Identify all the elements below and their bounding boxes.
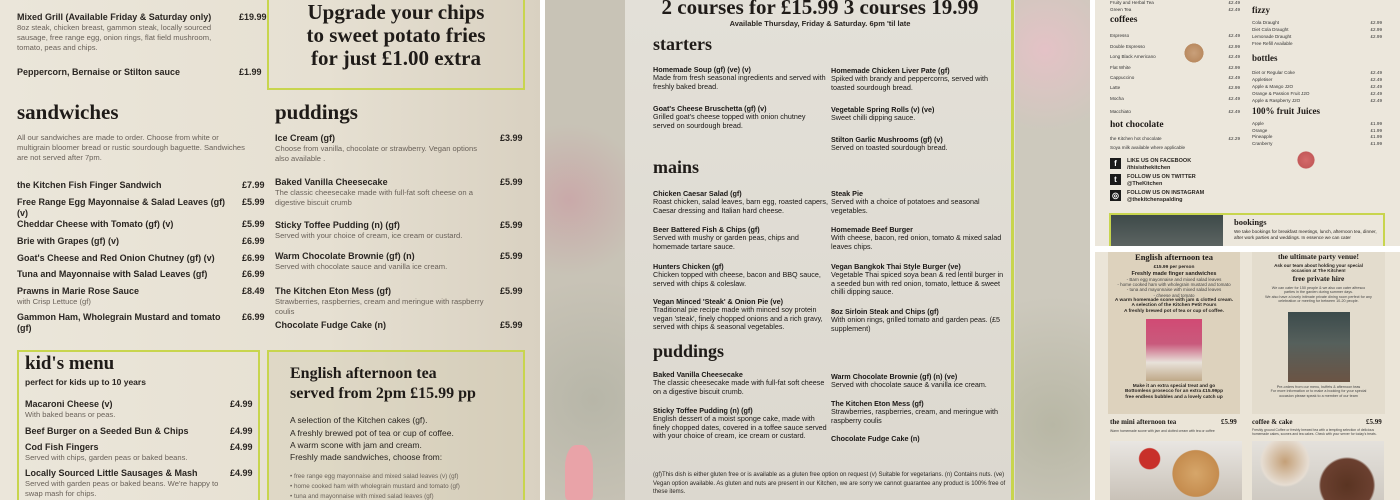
drink-name: Cranberry [1252,141,1273,146]
drink-price: £2.99 [1370,27,1382,32]
drink-name: Free Refill Available [1252,41,1293,46]
drink-price: £2.49 [1228,54,1240,59]
item-name: Tuna and Mayonnaise with Salad Leaves (gf) [17,269,208,279]
item-description: Served on toasted sourdough bread. [831,143,948,152]
item-name: Homemade Beef Burger [831,225,913,234]
drink-price: £1.99 [1370,141,1382,146]
card-small: We can cater for 150 people & we also can cater alfresco [1271,285,1366,290]
menu-item [25,468,255,500]
item-price: £1.99 [239,67,262,77]
drink-name: Lemonade Draught [1252,34,1292,39]
item-description: Served with a choice of potatoes and seasonal vegetables. [831,197,980,215]
puddings-heading: puddings [653,341,725,361]
drinks-menu-panel [1095,0,1400,246]
drink-item [1252,141,1382,146]
mini-tea-desc: Warm homemade scone with jam and clotted cream with tea or coffee [1110,429,1215,433]
drink-item [1110,96,1240,101]
drink-item [1252,27,1382,32]
item-description: Chicken topped with cheese, bacon and BBQ sauce, served with chips & coleslaw. [653,270,821,288]
drink-item [1252,20,1382,25]
hot-chocolate-heading: hot chocolate [1110,120,1164,130]
menu-item [17,253,267,269]
drink-price: £2.49 [1228,96,1240,101]
item-description: Served with mushy or garden peas, chips and homemade tartare sauce. [653,233,799,251]
drink-name: Apple [1252,121,1264,126]
drink-name: the Kitchen hot chocolate [1110,136,1162,141]
menu-item [17,312,267,334]
drink-price: £1.99 [1370,134,1382,139]
drink-item [1252,41,1382,46]
menu-list [831,372,1009,446]
menu-item [17,269,267,286]
item-description: Served with chips, garden peas or baked beans. [25,453,188,462]
floral-border-right [1015,0,1090,500]
drink-item [1110,54,1240,59]
item-price: £5.99 [242,197,265,207]
item-description: Served with chocolate sauce & vanilla ice cream. [831,380,987,389]
card-small: - home cooked ham with wholegrain mustard and tomato [1117,282,1231,288]
text-line: • tuna and mayonnaise with mixed salad leaves (gf) [290,493,434,500]
starters-heading: starters [653,34,712,54]
menu-item [653,225,828,262]
item-price: £3.99 [500,133,523,143]
menu-item [25,399,255,426]
drink-item [1252,91,1382,96]
item-name: Hunters Chicken (gf) [653,262,724,271]
card-line: Ask our team about holding your special [1274,263,1363,268]
item-description: Roast chicken, salad leaves, barn egg, roasted capers, Caesar dressing and Italian hard cheese. [653,197,828,215]
item-description: Served with chocolate sauce and vanilla ice cream. [275,262,448,271]
item-price: £6.99 [242,236,265,246]
item-name: Free Range Egg Mayonnaise & Salad Leaves (gf) (v) [17,197,226,218]
mini-tea-price: £5.99 [1221,418,1237,426]
item-description: The classic cheesecake made with full-fat soft cheese on a digestive biscuit crumb [275,188,473,207]
title-line: served from 2pm £15.99 pp [290,385,476,402]
coffee-cake-price: £5.99 [1366,418,1382,426]
drink-price: £2.99 [1370,34,1382,39]
mini-tea-title: the mini afternoon tea [1110,418,1177,426]
menu-item [831,262,1006,307]
item-name: Chicken Caesar Salad (gf) [653,189,742,198]
card-footer: Pre-orders from our menu, buffets & afternoon teas [1276,384,1361,389]
item-description: Grilled goat's cheese topped with onion chutney served on sourdough bread. [653,112,806,130]
text-line: A warm scone with jam and cream. [290,440,422,450]
drink-item [1252,34,1382,39]
social-title: FOLLOW US ON TWITTER [1127,174,1196,180]
drink-item [1252,84,1382,89]
card-small: - Barn egg mayonnaise and mixed salad leaves [1126,277,1222,282]
menu-list [25,399,255,500]
item-name: Cod Fish Fingers [25,442,99,452]
menu-item [653,262,828,297]
menu-item [17,12,267,67]
availability-text: Available Thursday, Friday & Saturday. 6pm 'til late [729,19,911,28]
drink-name: Macchiato [1110,109,1131,114]
drink-price: £2.99 [1228,85,1240,90]
card-footer: occasion please speak to a member of our team [1279,393,1358,398]
drink-name: Pineapple [1252,134,1273,139]
drink-name: Flat White [1110,65,1131,70]
drink-item [1110,75,1240,80]
item-name: Baked Vanilla Cheesecake [275,177,388,187]
item-price: £4.99 [230,442,253,452]
item-name: 8oz Sirloin Steak and Chips (gf) [831,307,939,316]
card-footer: For more information or to make a booking for your special [1270,389,1367,394]
card-small: parties in the garden during summer days. [1283,290,1354,295]
item-name: The Kitchen Eton Mess (gf) [275,286,392,296]
social-link[interactable] [1110,174,1196,187]
card-line: occasion at The Kitchen! [1291,268,1346,274]
sandwiches-heading: sandwiches [17,100,119,124]
drink-item [1110,0,1240,5]
coffee-cake-photo [1252,441,1384,500]
instagram-icon: ◎ [1110,190,1121,201]
kids-menu-heading: kid's menu [25,353,115,374]
coffee-cake-title: coffee & cake [1252,418,1293,426]
menu-item [831,307,1006,372]
item-price: £5.99 [500,320,523,330]
drink-name: Green Tea [1110,7,1132,12]
item-name: Vegetable Spring Rolls (v) (ve) [831,105,935,114]
menu-item [25,442,255,468]
afternoon-tea-photo [1146,319,1202,381]
drink-price: £2.49 [1228,33,1240,38]
card-line: Freshly made finger sandwiches [1131,270,1217,277]
item-name: Cheddar Cheese with Tomato (gf) (v) [17,219,174,229]
drink-price: £2.99 [1228,65,1240,70]
item-description: with Crisp Lettuce (gf) [17,297,91,306]
upgrade-line: Upgrade your chips [307,0,485,24]
menu-list [17,180,267,334]
item-name: Homemade Soup (gf) (ve) (v) [653,65,751,74]
menu-item [831,399,1006,434]
card-line: £15.99 per person [1153,265,1195,270]
drink-name: Latte [1110,85,1121,90]
item-description: Served with garden peas or baked beans. We're happy to swap mash for chips. [25,479,219,498]
social-title: FOLLOW US ON INSTAGRAM [1127,190,1205,196]
grapes-illustration [1295,150,1317,170]
menu-item [831,135,1006,189]
drink-price: £2.49 [1370,84,1382,89]
upgrade-line: for just £1.00 extra [311,46,481,70]
social-title: LIKE US ON FACEBOOK [1127,158,1192,164]
drink-price: £2.49 [1370,77,1382,82]
item-name: Stilton Garlic Mushrooms (gf) (v) [831,135,943,144]
menu-list [831,189,1009,372]
item-description: Strawberries, raspberries, cream, and meringue with raspberry coulis [831,407,998,425]
card-line: A freshly brewed pot of tea or cup of coffee. [1123,309,1225,314]
menu-item [275,220,525,251]
item-name: Sticky Toffee Pudding (n) (gf) [653,406,753,415]
menu-item [831,225,1006,262]
drink-price: £2.99 [1228,44,1240,49]
item-description: Traditional pie recipe made with minced soy protein vegan 'steak', finely chopped onions and a rich gravy, served with chips & seasonal vegetables. [653,305,823,332]
text-line: Freshly made sandwiches, choose from: [290,452,443,462]
drink-name: Double Espresso [1110,44,1145,49]
card-line: A warm homemade scone with jam & clotted cream. [1114,297,1234,303]
drink-name: Espresso [1110,33,1130,38]
item-name: The Kitchen Eton Mess (gf) [831,399,924,408]
text-line: • home cooked ham with wholegrain mustard and tomato (gf) [290,483,460,490]
afternoon-tea-card [1108,252,1240,414]
card-line: A selection of the Kitchen Petit Fours [1131,303,1217,309]
drink-item [1110,7,1240,12]
drink-item [1252,77,1382,82]
menu-item [653,189,828,225]
item-description: With cheese, bacon, red onion, tomato & mixed salad leaves chips. [831,233,1002,251]
menu-item [275,286,525,320]
drink-name: Cappuccino [1110,75,1135,80]
private-dining-photo [1288,312,1350,382]
menu-item [275,251,525,286]
item-name: Baked Vanilla Cheesecake [653,370,743,379]
item-price: £4.99 [230,426,253,436]
item-name: Vegan Bangkok Thai Style Burger (ve) [831,262,961,271]
social-link[interactable] [1110,190,1204,203]
menu-item [17,180,267,197]
upgrade-line: to sweet potato fries [306,23,486,47]
text-line: A selection of the Kitchen cakes (gf). [290,415,428,425]
item-name: Warm Chocolate Brownie (gf) (n) [275,251,415,261]
drink-item [1252,98,1382,103]
floral-border-left [545,0,625,500]
menu-item [653,406,828,444]
card-small: We also have a lovely intimate private dining room perfect for any [1265,294,1372,299]
item-name: Chocolate Fudge Cake (n) [275,320,387,330]
fizzy-heading: fizzy [1252,5,1270,15]
menu-list [653,370,831,444]
card-title: English afternoon tea [1135,252,1213,262]
drink-item [1110,33,1240,38]
bookings-heading: bookings [1234,217,1267,227]
menu-item [17,67,267,78]
sandwiches-intro: All our sandwiches are made to order. Choose from white or multigrain bloomer bread or rustic sourdough baguette. Sandwiches are not served after 7pm. [17,133,245,162]
menu-item [831,434,1006,446]
item-price: £6.99 [242,269,265,279]
menu-item [17,286,267,312]
drink-price: £2.49 [1228,0,1240,5]
coffees-heading: coffees [1110,15,1138,25]
item-description: 8oz steak, chicken breast, gammon steak, locally sourced sausage, free range egg, onion rings, flat field mushroom, tomato, peas and chips. [17,23,212,52]
item-price: £8.49 [242,286,265,296]
drink-name: Cola Draught [1252,20,1280,25]
item-name: Mixed Grill (Available Friday & Saturday only) [17,12,212,22]
menu-item [275,177,525,220]
coffee-cake-desc: Freshly ground Coffee or freshly brewed tea with a tempting selection of delicious homemade cakes, scones and tea cakes. Check with your server for today's treats. [1252,428,1377,436]
item-description: Strawberries, raspberries, cream and meringue with raspberry coulis [275,297,484,316]
item-description: Sweet chilli dipping sauce. [831,113,916,122]
drink-name: Fruity and Herbal Tea [1110,0,1154,5]
card-footer: Bottomless prosecco for an extra £15.99pp [1124,389,1224,395]
drink-name: Long Black Americano [1110,54,1156,59]
menu-list [17,12,267,78]
drink-name: Orange & Passion Fruit J2O [1252,91,1310,96]
drink-price: £2.29 [1228,136,1240,141]
menu-list [275,133,525,331]
drink-price: £1.99 [1370,128,1382,133]
drink-price: £2.49 [1370,70,1382,75]
upgrade-box [267,0,525,90]
card-title: the ultimate party venue! [1277,252,1360,261]
item-name: Beef Burger on a Seeded Bun & Chips [25,426,189,436]
card-small: celebration or meeting for between 10-20 people. [1278,299,1359,304]
card-footer: free endless bubbles and a lovely catch up [1125,394,1223,400]
left-menu-column [653,33,831,444]
flamingo-illustration [565,445,593,500]
item-price: £5.99 [500,220,523,230]
menu-item [275,320,525,331]
item-description: Spiked with brandy and peppercorns, served with toasted sourdough bread. [831,74,989,92]
item-name: Goat's Cheese and Red Onion Chutney (gf) (v) [17,253,215,263]
drink-item [1252,134,1382,139]
social-link[interactable] [1110,158,1191,171]
item-description: Made from fresh seasonal ingredients and served with freshly baked bread. [653,73,826,91]
menu-item [831,189,1006,225]
item-description: English dessert of a moist sponge cake, made with finely chopped dates, covered in a toffee sauce served with your choice of cream, ice cream or custard. [653,414,827,441]
menu-list [831,66,1009,189]
menu-item [17,197,267,219]
menu-item [25,426,255,442]
menu-item [275,133,525,177]
drink-item [1110,65,1240,70]
item-name: Warm Chocolate Brownie (gf) (n) (ve) [831,372,958,381]
menu-item [653,370,828,406]
drink-name: Appletiser [1252,77,1273,82]
card-subtitle: free private hire [1292,273,1345,283]
social-handle: @TheKitchen [1127,180,1163,187]
specials-panel [1095,252,1400,500]
menu-item [653,297,828,340]
item-price: £6.99 [242,312,265,322]
card-footer: Make it an extra special treat and go [1132,383,1216,389]
drink-name: Apple & Mango J2O [1252,84,1294,89]
drink-item [1110,145,1240,150]
item-price: £19.99 [239,12,267,22]
item-name: Goat's Cheese Bruschetta (gf) (v) [653,104,767,113]
menu-item [831,105,1006,135]
drink-price: £2.49 [1228,75,1240,80]
menu-item [831,66,1006,105]
drink-price: £1.99 [1370,121,1382,126]
party-venue-card [1252,252,1385,414]
allergen-footnote: (gf)This dish is either gluten free or is available as a gluten free option on request (v) Suitable for vegetarians. (n) Contains nuts. (ve) Vegan option available. As gluten and nuts are present in our Kitchen, we are sorry we cannot guarantee any product is 100% free of these items. [653,472,1006,495]
item-price: £4.99 [230,468,253,478]
set-menu-headline: 2 courses for £15.99 3 courses 19.99 [661,0,979,19]
drink-item [1110,44,1240,49]
drink-price: £2.49 [1370,98,1382,103]
item-name: Homemade Chicken Liver Pate (gf) [831,66,950,75]
mains-heading: mains [653,157,700,177]
puddings-heading: puddings [275,100,358,124]
juices-heading: 100% fruit Juices [1252,106,1320,116]
item-price: £5.99 [500,251,523,261]
drink-name: Mocha [1110,96,1124,101]
menu-list [653,189,831,340]
item-price: £5.99 [500,286,523,296]
drink-name: Apple & Raspberry J2O [1252,98,1301,103]
item-price: £4.99 [230,399,253,409]
drink-name: Soya milk available where applicable [1110,145,1186,150]
drink-item [1110,136,1240,141]
set-menu-panel [545,0,1090,500]
drink-name: Diet or Regular Coke [1252,70,1295,75]
item-name: Ice Cream (gf) [275,133,336,143]
item-name: Chocolate Fudge Cake (n) [831,434,920,443]
right-menu-column [831,66,1009,446]
drink-price: £2.49 [1228,109,1240,114]
item-name: Brie with Grapes (gf) (v) [17,236,120,246]
drink-item [1252,128,1382,133]
item-name: Prawns in Marie Rose Sauce [17,286,140,296]
drink-price: £2.49 [1228,7,1240,12]
item-name: Sticky Toffee Pudding (n) (gf) [275,220,400,230]
drink-name: Orange [1252,128,1268,133]
social-handle: /thisisthekitchen [1127,164,1171,171]
drink-item [1110,85,1240,90]
item-price: £5.99 [242,219,265,229]
menu-item [17,219,267,236]
kids-menu-subtitle: perfect for kids up to 10 years [25,377,146,387]
card-small: - cheese and tomato [1153,292,1195,298]
item-description: With onion rings, grilled tomato and garden peas. (£5 supplement) [831,315,1001,333]
facebook-icon: f [1110,158,1121,169]
item-name: Peppercorn, Bernaise or Stilton sauce [17,67,181,77]
drink-price: £2.99 [1370,20,1382,25]
item-name: the Kitchen Fish Finger Sandwich [17,180,162,190]
item-name: Steak Pie [831,189,863,198]
item-description: Choose from vanilla, chocolate or strawberry. Vegan options also available . [275,144,478,163]
text-line: • free range egg mayonnaise and mixed salad leaves (v) (gf) [290,473,459,480]
menu-item [653,104,828,156]
item-name: Locally Sourced Little Sausages & Mash [25,468,198,478]
drink-item [1110,109,1240,114]
item-price: £6.99 [242,253,265,263]
drink-name: Diet Cola Draught [1252,27,1289,32]
item-name: Macaroni Cheese (v) [25,399,113,409]
item-name: Gammon Ham, Wholegrain Mustard and tomato (gf) [17,312,221,333]
bookings-photo [1111,215,1223,246]
menu-list [653,65,831,156]
afternoon-tea-title [290,364,476,404]
item-description: Vegetable Thai spiced soya bean & red lentil burger in a seeded bun with red onion, tomato, lettuce & sweet chilli dipping sauce. [831,270,1004,297]
item-price: £7.99 [242,180,265,190]
item-description: With baked beans or peas. [25,410,116,419]
card-small: - tuna and mayonnaise with mixed salad leaves [1126,287,1222,293]
title-line: English afternoon tea [290,365,437,382]
menu-item [17,236,267,253]
drink-item [1252,121,1382,126]
item-description: Served with your choice of cream, ice cream or custard. [275,231,463,240]
bottles-heading: bottles [1252,53,1278,63]
social-handle: @thekitchenspalding [1127,196,1183,203]
text-line: A freshly brewed pot of tea or cup of coffee. [290,428,454,438]
item-price: £5.99 [500,177,523,187]
menu-item [653,65,828,104]
twitter-icon: t [1110,174,1121,185]
drink-price: £2.49 [1370,91,1382,96]
menu-item [831,372,1006,399]
bookings-text: We take bookings for breakfast meetings, lunch, afternoon tea, dinner, after work parties and weddings. In essence we can cater [1234,229,1377,240]
item-name: Beer Battered Fish & Chips (gf) [653,225,760,234]
item-description: The classic cheesecake made with full-fat soft cheese on a digestive biscuit crumb. [653,378,825,396]
item-name: Vegan Minced 'Steak' & Onion Pie (ve) [653,297,784,306]
accent-line [1011,0,1014,500]
main-menu-panel [0,0,540,500]
scone-photo [1110,441,1242,500]
drink-item [1252,70,1382,75]
